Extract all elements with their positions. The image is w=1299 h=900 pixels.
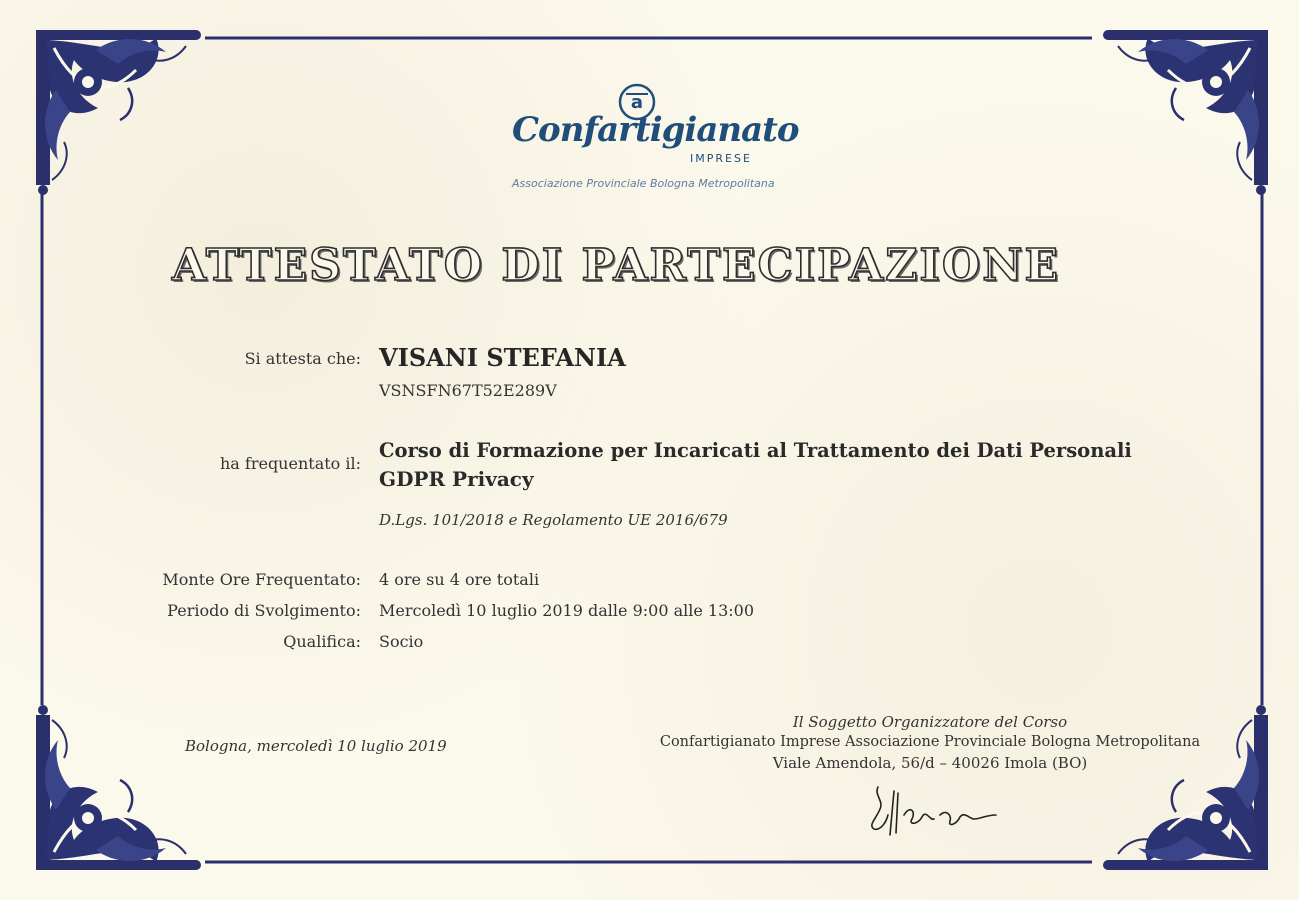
certificate-title: ATTESTATO DI PARTECIPAZIONE <box>172 240 1060 291</box>
course-title-line2: GDPR Privacy <box>379 467 534 491</box>
qualification-label: Qualifica: <box>283 632 361 651</box>
period-value: Mercoledì 10 luglio 2019 dalle 9:00 alle 13:00 <box>379 601 755 620</box>
qualification-value: Socio <box>379 632 424 651</box>
attestee-name: VISANI STEFANIA <box>379 343 626 372</box>
hours-value: 4 ore su 4 ore totali <box>379 570 540 589</box>
logo-association: Associazione Provinciale Bologna Metropolitana <box>512 177 775 190</box>
hours-label: Monte Ore Frequentato: <box>162 570 361 589</box>
logo-mark-letter: a <box>630 92 644 113</box>
course-reference: D.Lgs. 101/2018 e Regolamento UE 2016/679 <box>379 511 728 529</box>
attestee-tax-code: VSNSFN67T52E289V <box>379 381 557 400</box>
organizer-address: Viale Amendola, 56/d – 40026 Imola (BO) <box>772 754 1088 772</box>
period-label: Periodo di Svolgimento: <box>167 601 361 620</box>
logo-wordmark: Confartigianato <box>512 110 799 150</box>
signature-icon <box>860 775 1010 845</box>
logo-subtitle: IMPRESE <box>690 152 752 165</box>
attestee-label: Si attesta che: <box>244 349 361 368</box>
course-label: ha frequentato il: <box>219 454 361 473</box>
place-date: Bologna, mercoledì 10 luglio 2019 <box>185 737 447 755</box>
organizer-name: Confartigianato Imprese Associazione Provinciale Bologna Metropolitana <box>659 734 1201 750</box>
organizer-title: Il Soggetto Organizzatore del Corso <box>792 713 1068 731</box>
course-title-line1: Corso di Formazione per Incaricati al Trattamento dei Dati Personali <box>379 439 1132 462</box>
course-title <box>379 437 1209 493</box>
